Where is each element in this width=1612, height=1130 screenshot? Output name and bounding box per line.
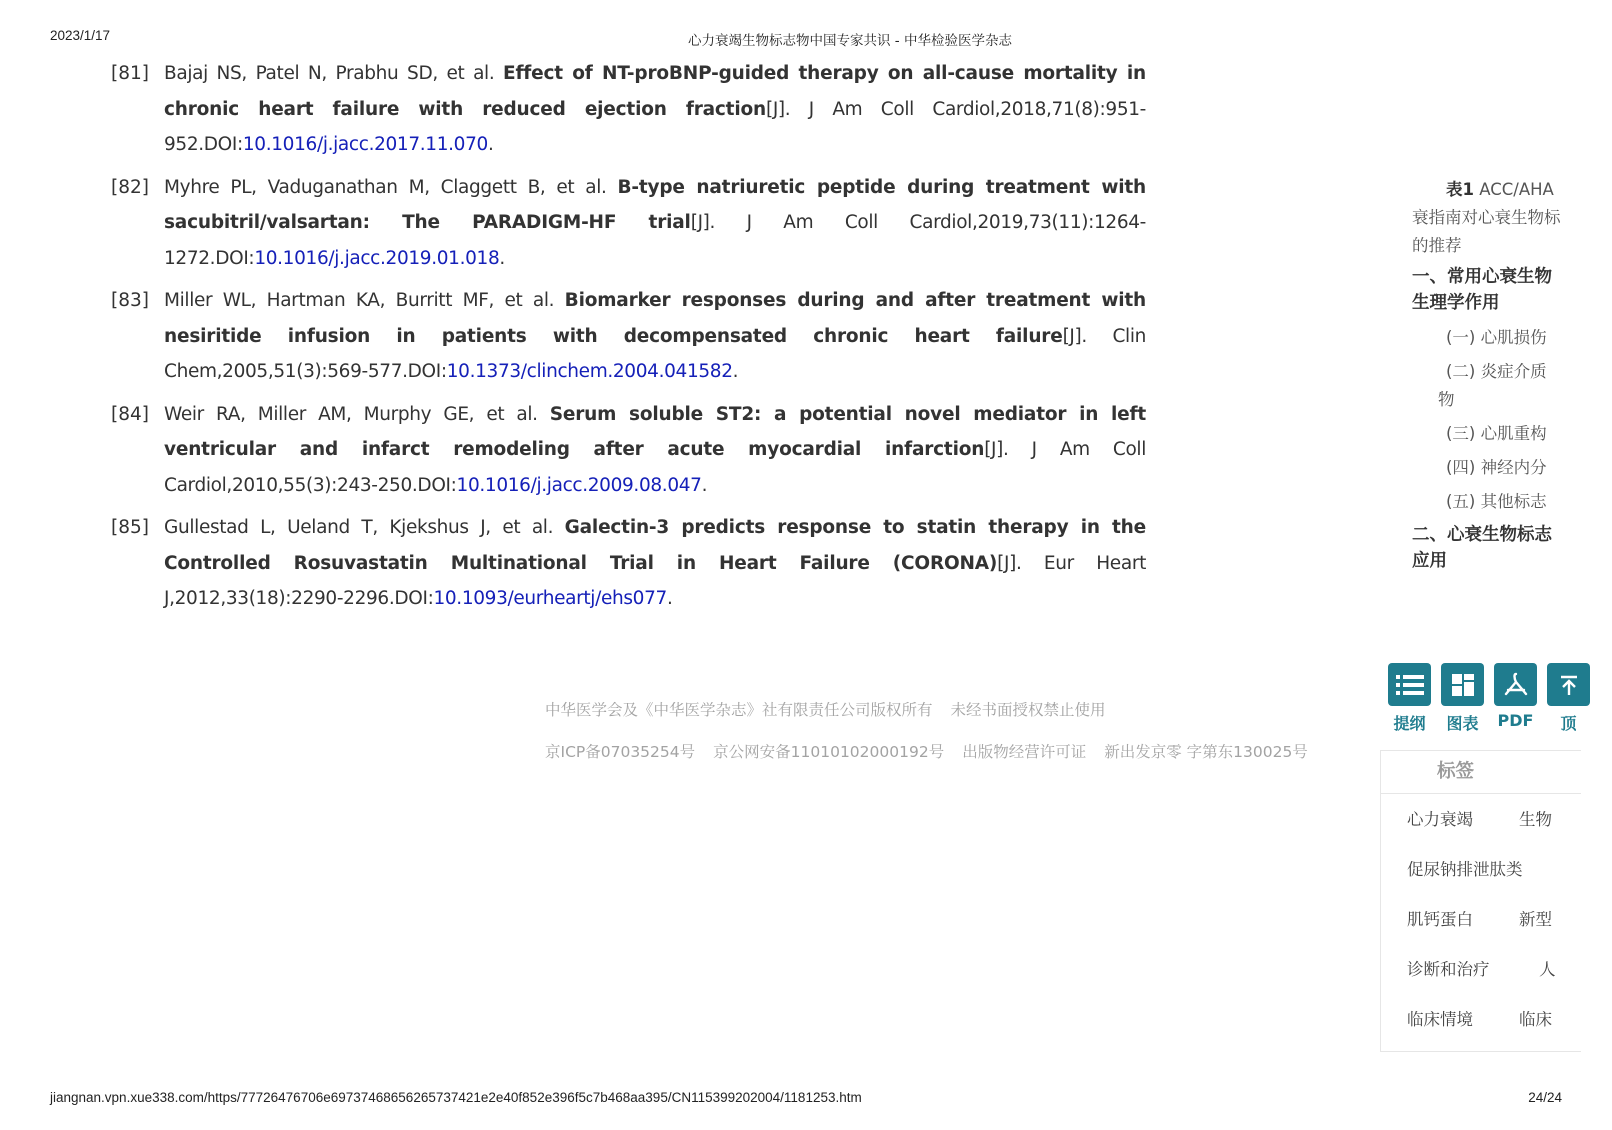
reference-item xyxy=(108,510,1148,617)
tag-row xyxy=(1381,994,1581,1044)
figures-button-label: 图表 xyxy=(1446,714,1479,733)
reference-number: [83] xyxy=(111,290,149,311)
outline-sub-item[interactable]: (四) 神经内分 xyxy=(1446,458,1547,477)
tag-item[interactable]: 临床 xyxy=(1519,1010,1552,1029)
publishing-license: 出版物经营许可证 xyxy=(962,743,1087,761)
article-outline xyxy=(1412,176,1612,582)
reference-authors: Weir RA, Miller AM, Murphy GE, et al. xyxy=(164,403,550,425)
outline-button[interactable] xyxy=(1388,663,1431,734)
print-url: jiangnan.vpn.xue338.com/https/77726476706e69737468656265737421e2e40f852e396f5c7b468aa395/CN115399202004/1181253.htm xyxy=(50,1090,862,1105)
tag-item[interactable]: 临床情境 xyxy=(1407,1010,1473,1029)
outline-section-1[interactable]: 一、常用心衰生物 生理学作用 xyxy=(1412,267,1552,313)
tag-row xyxy=(1381,844,1581,894)
outline-section-2[interactable] xyxy=(1412,522,1562,574)
reference-source: [J]. J Am Coll Cardiol,2018,71(8):951-952.DOI: xyxy=(164,98,1147,155)
print-page-title: 心力衰竭生物标志物中国专家共识 - 中华检验医学杂志 xyxy=(688,33,1012,49)
reference-number: [84] xyxy=(111,403,149,425)
reference-title: Galectin-3 predicts response to statin therapy in the Controlled Rosuvastatin Multinational Trial in Heart Failure (CORONA) xyxy=(164,517,1146,574)
doi-link[interactable]: 10.1016/j.jacc.2019.01.018 xyxy=(254,247,500,269)
tag-item[interactable]: 促尿钠排泄肽类 xyxy=(1407,860,1523,879)
police-record: 京公网安备11010102000192号 xyxy=(713,743,945,761)
reference-end: . xyxy=(701,474,708,496)
icp-license: 京ICP备07035254号 xyxy=(545,743,696,761)
tag-item[interactable]: 人 xyxy=(1539,960,1556,979)
pdf-button[interactable] xyxy=(1494,663,1537,730)
outline-table-caption[interactable] xyxy=(1412,176,1612,260)
doi-link[interactable]: 10.1093/eurheartj/ehs077 xyxy=(433,588,667,609)
tag-item[interactable]: 生物 xyxy=(1519,810,1552,829)
publishing-permit: 新出发京零 字第东130025号 xyxy=(1104,743,1308,761)
tag-item[interactable]: 诊断和治疗 xyxy=(1407,960,1490,979)
reference-item xyxy=(108,283,1148,390)
reference-source: [J]. Clin Chem,2005,51(3):569-577.DOI: xyxy=(164,325,1146,382)
print-page-number: 24/24 xyxy=(1528,1090,1562,1105)
reference-item xyxy=(108,397,1148,504)
reference-authors: Gullestad L, Ueland T, Kjekshus J, et al. xyxy=(164,517,565,538)
table-caption-text-1: ACC/AHA xyxy=(1479,180,1554,199)
copyright-owner: 中华医学会及《中华医学杂志》社有限责任公司版权所有 xyxy=(545,701,933,719)
pdf-icon xyxy=(1494,663,1537,706)
reference-title: Biomarker responses during and after treatment with nesiritide infusion in patients with decompensated chronic heart failure xyxy=(164,290,1146,347)
side-panel xyxy=(1380,0,1577,1130)
list-icon xyxy=(1388,663,1431,706)
reference-number: [85] xyxy=(111,517,149,538)
figures-button[interactable] xyxy=(1441,663,1484,734)
print-date: 2023/1/17 xyxy=(50,28,111,43)
tags-panel xyxy=(1380,750,1581,1052)
reference-title: B-type natriuretic peptide during treatment with sacubitril/valsartan: The PARADIGM-HF trial xyxy=(164,176,1146,233)
top-icon xyxy=(1547,663,1590,706)
outline-sub-item[interactable]: (一) 心肌损伤 xyxy=(1446,328,1547,347)
tags-title: 标签 xyxy=(1381,751,1581,794)
pdf-button-label: PDF xyxy=(1497,711,1534,730)
reference-text xyxy=(164,56,1146,163)
outline-section-2-line2: 应用 xyxy=(1412,551,1447,571)
reference-authors: Bajaj NS, Patel N, Prabhu SD, et al. xyxy=(164,63,504,84)
reference-source: [J]. J Am Coll Cardiol,2019,73(11):1264-1272.DOI: xyxy=(164,212,1147,269)
reference-title: Effect of NT-proBNP-guided therapy on all-cause mortality in chronic heart failure with reduced ejection fraction xyxy=(164,63,1146,120)
reference-text xyxy=(164,283,1146,390)
tag-row xyxy=(1381,894,1581,944)
reference-text xyxy=(164,397,1146,504)
copyright-line xyxy=(545,698,1106,720)
reference-text xyxy=(164,170,1146,277)
tag-row xyxy=(1381,794,1581,844)
table-number: 表1 xyxy=(1446,180,1474,199)
tag-item[interactable]: 肌钙蛋白 xyxy=(1407,910,1473,929)
tag-row xyxy=(1381,944,1581,994)
reference-authors: Myhre PL, Vaduganathan M, Claggett B, et al. xyxy=(164,176,618,198)
table-caption-text-3: 的推荐 xyxy=(1412,236,1462,255)
tag-item[interactable]: 新型 xyxy=(1519,910,1552,929)
outline-button-label: 提纲 xyxy=(1393,714,1426,733)
outline-sub-item[interactable]: (三) 心肌重构 xyxy=(1446,424,1547,443)
reference-end: . xyxy=(487,134,494,155)
grid-icon xyxy=(1441,663,1484,706)
reference-title: Serum soluble ST2: a potential novel mediator in left ventricular and infarct remodeling after acute myocardial infarction xyxy=(164,403,1146,460)
outline-sub-item[interactable] xyxy=(1412,358,1566,414)
article-toolbar xyxy=(1388,663,1588,733)
reference-end: . xyxy=(732,361,739,382)
table-caption-text-2: 衰指南对心衰生物标 xyxy=(1412,208,1561,227)
reference-number: [81] xyxy=(111,63,149,84)
tag-item[interactable]: 心力衰竭 xyxy=(1407,810,1473,829)
reference-end: . xyxy=(666,588,673,609)
reference-authors: Miller WL, Hartman KA, Burritt MF, et al. xyxy=(164,290,565,311)
doi-link[interactable]: 10.1016/j.jacc.2009.08.047 xyxy=(456,474,702,496)
outline-sub-item[interactable]: (五) 其他标志 xyxy=(1446,492,1547,511)
copyright-notice: 未经书面授权禁止使用 xyxy=(950,701,1106,719)
reference-source: [J]. J Am Coll Cardiol,2010,55(3):243-250.DOI: xyxy=(164,439,1146,496)
reference-item xyxy=(108,56,1148,163)
doi-link[interactable]: 10.1373/clinchem.2004.041582 xyxy=(446,361,733,382)
reference-text xyxy=(164,510,1146,617)
top-button-label: 顶 xyxy=(1560,714,1577,733)
reference-source: [J]. Eur Heart J,2012,33(18):2290-2296.DOI: xyxy=(164,552,1146,609)
reference-end: . xyxy=(499,247,505,269)
doi-link[interactable]: 10.1016/j.jacc.2017.11.070 xyxy=(242,134,488,155)
reference-list xyxy=(108,56,1148,624)
outline-sub-wrap: 物 xyxy=(1438,390,1455,409)
license-line xyxy=(545,740,1308,762)
top-button[interactable] xyxy=(1547,663,1590,734)
reference-item xyxy=(108,170,1148,277)
reference-number: [82] xyxy=(111,176,149,198)
outline-sub-label: (二) 炎症介质 xyxy=(1446,362,1547,381)
outline-section-2-line1: 二、心衰生物标志 xyxy=(1412,525,1552,545)
